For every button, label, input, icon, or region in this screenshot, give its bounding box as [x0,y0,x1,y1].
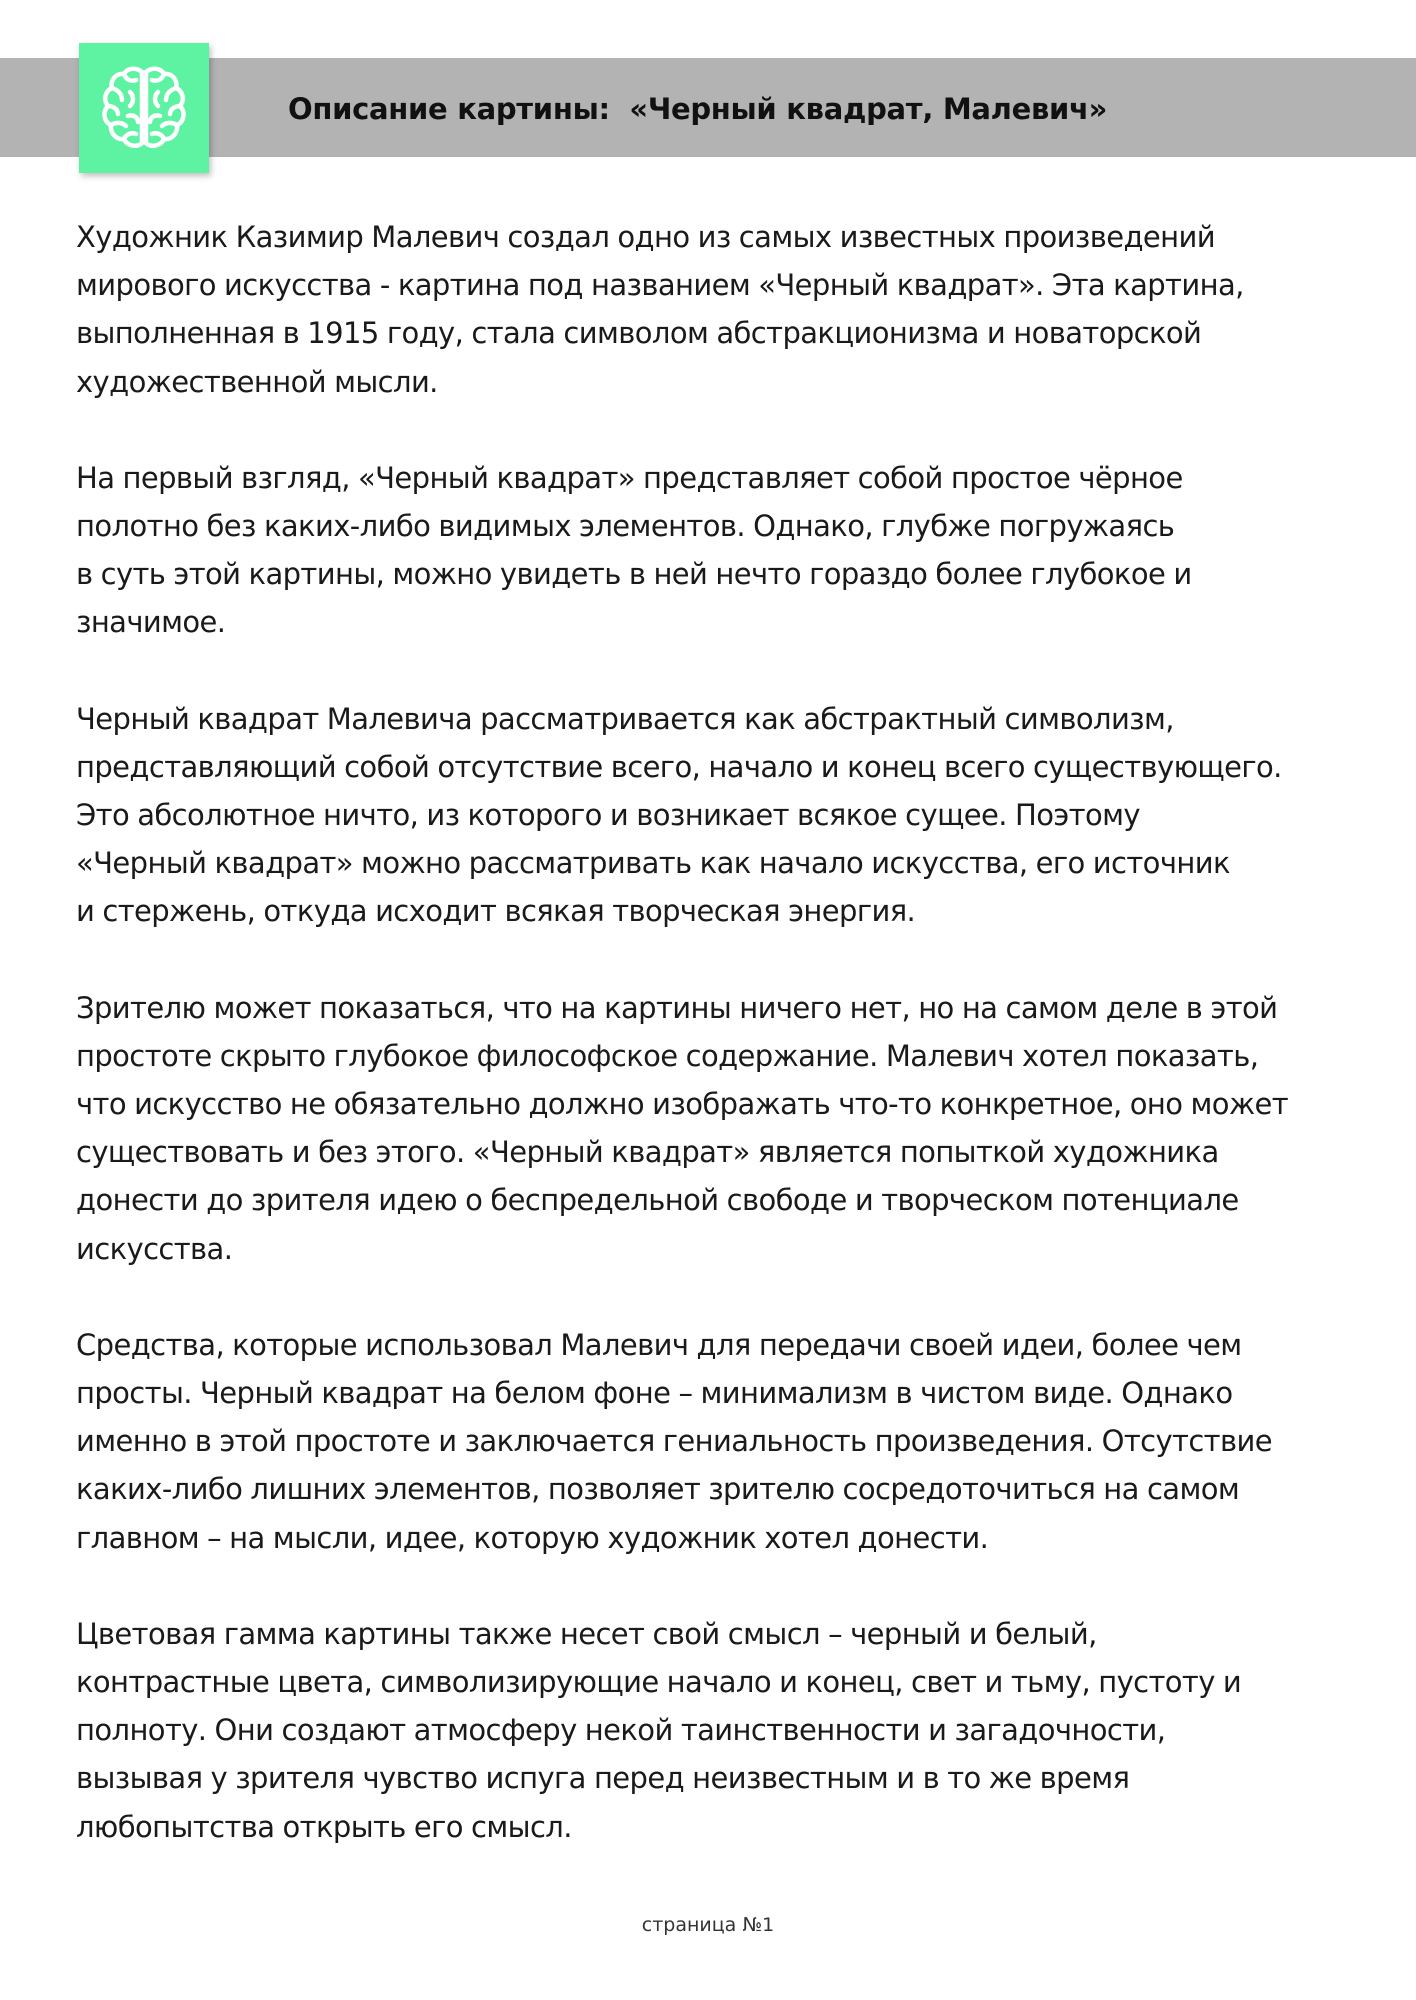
text-line: Средства, которые использовал Малевич для передачи своей идеи, более чем [76,1327,1242,1362]
text-line: главном – на мысли, идее, которую художник хотел донести. [76,1520,989,1555]
text-line: просты. Черный квадрат на белом фоне – минимализм в чистом виде. Однако [76,1376,1233,1411]
text-line: Цветовая гамма картины также несет свой смысл – черный и белый, [76,1616,1097,1651]
page-number: страница №1 [641,1914,775,1936]
text-line: мирового искусства - картина под названием «Черный квадрат». Эта картина, [76,268,1244,303]
brain-icon [94,58,194,158]
document-body [76,213,1376,1899]
text-line: простоте скрыто глубокое философское содержание. Малевич хотел показать, [76,1038,1259,1073]
text-line: полотно без каких-либо видимых элементов. Однако, глубже погружаясь [76,509,1175,544]
text-line: значимое. [76,605,226,640]
text-line: Зрителю может показаться, что на картины ничего нет, но на самом деле в этой [76,990,1278,1025]
text-line: художественной мысли. [76,364,438,399]
logo [79,43,209,173]
text-line: что искусство не обязательно должно изображать что-то конкретное, оно может [76,1087,1289,1122]
text-line: существовать и без этого. «Черный квадрат» является попыткой художника [76,1135,1219,1170]
text-line: любопытства открыть его смысл. [76,1809,572,1844]
text-line: «Черный квадрат» можно рассматривать как начало искусства, его источник [76,846,1230,881]
text-line: донести до зрителя идею о беспредельной свободе и творческом потенциале [76,1183,1239,1218]
text-line: На первый взгляд, «Черный квадрат» представляет собой простое чёрное [76,460,1183,495]
document-title: Описание картины: «Черный квадрат, Малевич» [288,92,1108,126]
text-line: полноту. Они создают атмосферу некой таинственности и загадочности, [76,1713,1166,1748]
text-line: искусства. [76,1231,233,1266]
paragraph [76,1321,1376,1562]
paragraph [76,984,1376,1273]
text-line: Художник Казимир Малевич создал одно из самых известных произведений [76,220,1216,254]
paragraph [76,695,1376,936]
paragraph [76,213,1376,406]
text-line: контрастные цвета, символизирующие начало и конец, свет и тьму, пустоту и [76,1665,1242,1700]
text-line: представляющий собой отсутствие всего, начало и конец всего существующего. [76,749,1282,784]
text-line: и стержень, откуда исходит всякая творческая энергия. [76,894,916,929]
text-line: именно в этой простоте и заключается гениальность произведения. Отсутствие [76,1424,1272,1459]
paragraph [76,1610,1376,1851]
text-line: выполненная в 1915 году, стала символом абстракционизма и новаторской [76,316,1202,351]
text-line: каких-либо лишних элементов, позволяет зрителю сосредоточиться на самом [76,1472,1240,1507]
paragraph [76,454,1376,647]
text-line: в суть этой картины, можно увидеть в ней нечто гораздо более глубокое и [76,557,1192,592]
text-line: вызывая у зрителя чувство испуга перед неизвестным и в то же время [76,1761,1130,1796]
text-line: Черный квадрат Малевича рассматривается как абстрактный символизм, [76,701,1174,736]
text-line: Это абсолютное ничто, из которого и возникает всякое сущее. Поэтому [76,798,1140,833]
